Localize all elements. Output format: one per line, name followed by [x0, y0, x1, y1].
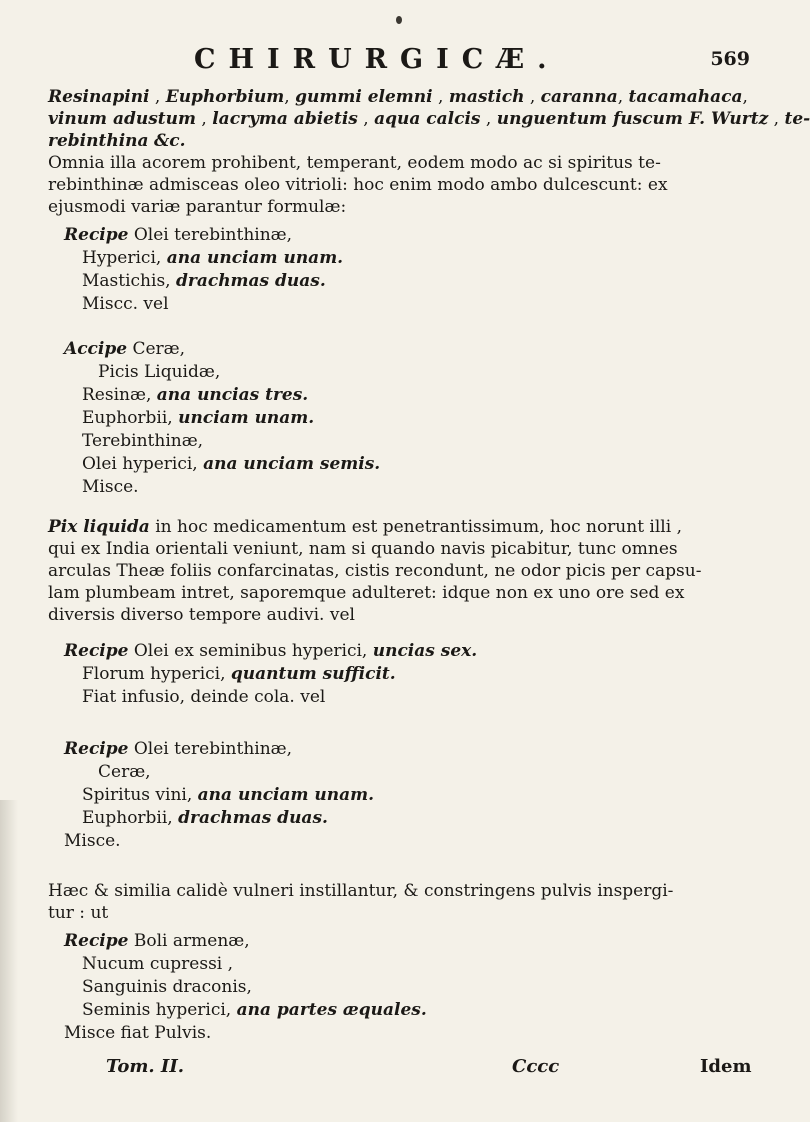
recipe-line: [64, 830, 374, 853]
italic-text: te-: [784, 109, 810, 129]
text-line: [48, 604, 758, 626]
recipe-line: [64, 738, 374, 761]
text-run: Hyperici,: [82, 248, 167, 268]
recipe-line: [64, 953, 427, 976]
recipe-line: [64, 807, 374, 830]
text-run: ,: [617, 87, 629, 107]
text-run: Boli armenæ,: [128, 931, 250, 951]
recipe-line: [64, 293, 343, 316]
ink-mark: [396, 16, 402, 24]
italic-text: Resinapini: [48, 87, 150, 107]
italic-text: ana unciam semis.: [203, 454, 381, 474]
text-run: Picis Liquidæ,: [98, 362, 221, 382]
signature-mark: Cccc: [512, 1056, 560, 1077]
text-run: lam plumbeam intret, saporemque adulteret: idque non ex uno ore sed ex: [48, 583, 685, 603]
paragraph-2: [48, 516, 758, 626]
text-run: Ceræ,: [98, 762, 151, 782]
recipe-line: [64, 663, 477, 686]
italic-text: caranna: [540, 87, 618, 107]
recipe-line: [64, 384, 380, 407]
recipe-line: [64, 453, 380, 476]
italic-text: &c.: [153, 131, 186, 151]
italic-text: drachmas duas.: [175, 271, 326, 291]
recipe-2: [64, 338, 380, 499]
text-run: in hoc medicamentum est penetrantissimum, hoc norunt illi ,: [149, 517, 682, 537]
catchword: Idem: [700, 1056, 752, 1077]
text-run: diversis diverso tempore audivi. vel: [48, 605, 355, 625]
text-run: ,: [524, 87, 541, 107]
text-run: Sanguinis draconis,: [82, 977, 252, 997]
text-run: ,: [284, 87, 296, 107]
italic-text: unguentum fuscum F. Wurtz: [496, 109, 769, 129]
text-run: rebinthinæ admisceas oleo vitrioli: hoc enim modo ambo dulcescunt: ex: [48, 175, 668, 195]
italic-text: Recipe: [64, 225, 129, 245]
recipe-line: [64, 476, 380, 499]
recipe-line: [64, 784, 374, 807]
recipe-line: [64, 430, 380, 453]
text-run: Euphorbii,: [82, 808, 179, 828]
page-number: 569: [710, 48, 750, 70]
recipe-line: [64, 930, 427, 953]
recipe-3: [64, 640, 477, 709]
text-run: ejusmodi variæ parantur formulæ:: [48, 197, 347, 217]
text-run: Mastichis,: [82, 271, 176, 291]
recipe-line: [64, 976, 427, 999]
text-line: [48, 86, 758, 108]
text-run: Misce fiat Pulvis.: [64, 1023, 212, 1043]
italic-text: vinum adustum: [48, 109, 196, 129]
italic-text: Euphorbium: [165, 87, 285, 107]
text-run: Misce.: [82, 477, 139, 497]
recipe-5: [64, 930, 427, 1045]
text-run: Misce.: [64, 831, 121, 851]
text-run: Nucum cupressi ,: [82, 954, 234, 974]
recipe-4: [64, 738, 374, 853]
text-line: [48, 196, 758, 218]
text-run: Florum hyperici,: [82, 664, 231, 684]
recipe-line: [64, 999, 427, 1022]
italic-text: mastich: [448, 87, 525, 107]
text-run: Olei ex seminibus hyperici,: [128, 641, 373, 661]
text-run: ,: [357, 109, 375, 129]
italic-text: Recipe: [64, 641, 129, 661]
recipe-line: [64, 361, 380, 384]
text-run: Ceræ,: [127, 339, 186, 359]
text-run: Olei terebinthinæ,: [128, 225, 293, 245]
recipe-line: [64, 224, 343, 247]
recipe-line: [64, 247, 343, 270]
text-line: [48, 108, 810, 130]
italic-text: aqua calcis: [374, 109, 481, 129]
recipe-line: [64, 640, 477, 663]
text-line: [48, 174, 758, 196]
italic-text: ana unciam unam.: [197, 785, 375, 805]
text-line: [48, 880, 758, 902]
paragraph-1: [48, 86, 810, 218]
text-run: ,: [196, 109, 213, 129]
recipe-1: [64, 224, 343, 316]
recipe-line: [64, 270, 343, 293]
text-run: Olei hyperici,: [82, 454, 204, 474]
text-line: [48, 902, 758, 924]
text-run: Seminis hyperici,: [82, 1000, 237, 1020]
recipe-line: [64, 338, 380, 361]
text-run: Spiritus vini,: [82, 785, 198, 805]
italic-text: Pix liquida: [48, 517, 150, 537]
page-edge-stain: [0, 800, 18, 1122]
paragraph-3: [48, 880, 758, 924]
text-run: Resinæ,: [82, 385, 157, 405]
italic-text: gummi elemni: [295, 87, 433, 107]
text-line: [48, 538, 758, 560]
text-line: [48, 130, 758, 152]
text-run: tur : ut: [48, 903, 109, 923]
text-run: ,: [480, 109, 497, 129]
italic-text: drachmas duas.: [178, 808, 328, 828]
text-run: Fiat infusio, deinde cola. vel: [82, 687, 326, 707]
italic-text: Recipe: [64, 739, 129, 759]
text-run: Euphorbii,: [82, 408, 179, 428]
recipe-line: [64, 1022, 427, 1045]
text-run: Omnia illa acorem prohibent, temperant, eodem modo ac si spiritus te-: [48, 153, 661, 173]
text-run: ,: [742, 87, 748, 107]
text-run: Olei terebinthinæ,: [128, 739, 293, 759]
text-run: qui ex India orientali veniunt, nam si quando navis picabitur, tunc omnes: [48, 539, 678, 559]
text-run: Miscc. vel: [82, 294, 169, 314]
text-line: [48, 516, 758, 538]
text-run: ,: [768, 109, 785, 129]
italic-text: lacryma abietis: [212, 109, 358, 129]
text-run: ,: [149, 87, 166, 107]
italic-text: rebinthina: [48, 131, 149, 151]
text-line: [48, 152, 758, 174]
italic-text: ana uncias tres.: [156, 385, 309, 405]
recipe-line: [64, 761, 374, 784]
italic-text: tacamahaca: [628, 87, 743, 107]
italic-text: ana partes æquales.: [236, 1000, 427, 1020]
italic-text: Accipe: [64, 339, 128, 359]
text-run: Terebinthinæ,: [82, 431, 204, 451]
page-header: [150, 44, 750, 80]
text-line: [48, 560, 758, 582]
text-line: [48, 582, 758, 604]
italic-text: Recipe: [64, 931, 129, 951]
text-run: ,: [432, 87, 449, 107]
recipe-line: [64, 407, 380, 430]
recipe-line: [64, 686, 477, 709]
text-run: arculas Theæ foliis confarcinatas, cistis recondunt, ne odor picis per capsu-: [48, 561, 702, 581]
running-title: CHIRURGICÆ.: [194, 44, 560, 75]
italic-text: ana unciam unam.: [166, 248, 344, 268]
italic-text: unciam unam.: [178, 408, 315, 428]
signature-volume: Tom. II.: [106, 1056, 185, 1077]
italic-text: quantum sufficit.: [230, 664, 396, 684]
italic-text: uncias sex.: [372, 641, 478, 661]
text-run: Hæc & similia calidè vulneri instillantur, & constringens pulvis inspergi-: [48, 881, 674, 901]
